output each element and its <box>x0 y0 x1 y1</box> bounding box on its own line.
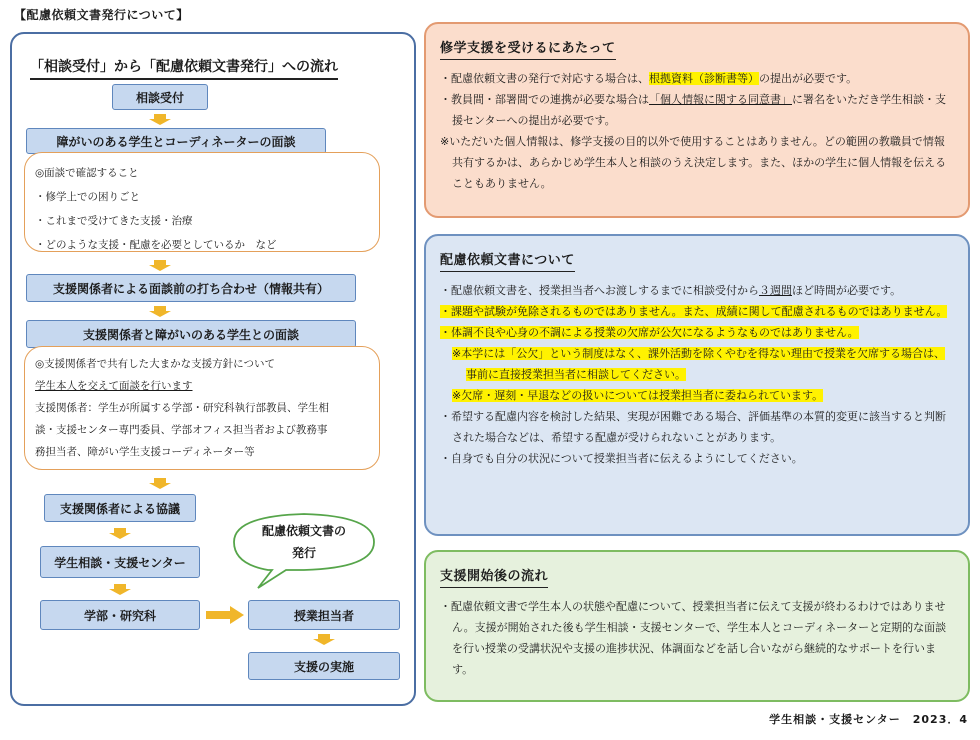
letter-heading: 配慮依頼文書について <box>440 250 575 272</box>
staff-detail-line: 学生本人を交えて面談を行います <box>35 380 193 392</box>
arrow-down-icon <box>149 260 171 270</box>
arrow-down-icon <box>149 306 171 316</box>
speech-line: 発行 <box>291 546 316 560</box>
speech-line: 配慮依頼文書の <box>261 524 346 538</box>
step-discussion: 支援関係者による協議 <box>44 494 196 522</box>
letter-paragraph <box>440 280 954 301</box>
interview-detail-line: ◎面談で確認すること <box>35 167 139 179</box>
arrow-down-icon <box>149 478 171 488</box>
highlight-text: 根拠資料（診断書等） <box>649 72 759 85</box>
speech-bubble <box>228 508 380 582</box>
flow-title: 「相談受付」から「配慮依頼文書発行」への流れ <box>30 56 338 80</box>
highlight-text: ・課題や試験が免除されるものではありません。また、成績に関して配慮されるものではありません。 <box>440 305 948 318</box>
step-instructor: 授業担当者 <box>248 600 400 630</box>
step-pre-meeting: 支援関係者による面談前の打ち合わせ（情報共有） <box>26 274 356 302</box>
highlight-text: ※欠席・遅刻・早退などの扱いについては授業担当者に委ねられています。 <box>452 389 824 402</box>
interview-detail-line: ・これまで受けてきた支援・治療 <box>35 215 193 227</box>
support-note: ※いただいた個人情報は、修学支援の目的以外で使用することはありません。どの範囲の教職員で情報共有するかは、あらかじめ学生本人と相談のうえ決定します。また、ほかの学生に個人情報を伝えることもありません。 <box>440 135 947 190</box>
letter-paragraph <box>440 301 954 322</box>
step-staff-interview: 支援関係者と障がいのある学生との面談 <box>26 320 356 348</box>
page-title: 【配慮依頼文書発行について】 <box>14 8 189 22</box>
support-paragraph <box>440 89 954 131</box>
after-heading: 支援開始後の流れ <box>440 566 548 588</box>
support-text: に署名をいただき学生相談・支援センターへの提出が必要です。 <box>452 93 946 127</box>
letter-paragraph: ・希望する配慮内容を検討した結果、実現が困難である場合、評価基準の本質的変更に該当すると判断された場合などは、希望する配慮が受けられないことがあります。 <box>440 410 946 444</box>
letter-paragraph <box>440 322 954 343</box>
after-panel <box>424 550 970 702</box>
step-coordinator-interview: 障がいのある学生とコーディネーターの面談 <box>26 128 326 154</box>
letter-text: ・配慮依頼文書を、授業担当者へお渡しするまでに相談受付から <box>440 284 759 297</box>
arrow-right-icon <box>206 606 244 624</box>
arrow-down-icon <box>109 528 131 538</box>
letter-note <box>440 343 954 385</box>
staff-detail-line: ◎支援関係者で共有した大まかな支援方針について <box>35 358 275 370</box>
arrow-down-icon <box>313 634 335 644</box>
step-intake: 相談受付 <box>112 84 208 110</box>
after-paragraph: ・配慮依頼文書で学生本人の状態や配慮について、授業担当者に伝えて支援が終わるわけではありません。支援が開始された後も学生相談・支援センターで、学生本人とコーディネーターと定期的な面談を行い授業の受講状況や支援の進捗状況、体調面などを話し合いながら継続的なサポートを行います。 <box>440 600 947 676</box>
letter-text: ほど時間が必要です。 <box>792 284 902 297</box>
letter-note <box>440 385 954 406</box>
arrow-down-icon <box>109 584 131 594</box>
interview-details-box <box>24 152 380 252</box>
staff-detail-line: 務担当者、障がい学生支援コーディネーター等 <box>35 446 255 458</box>
support-text: の提出が必要です。 <box>759 72 858 85</box>
underlined-text: 「個人情報に関する同意書」 <box>649 93 792 106</box>
support-text: ・配慮依頼文書の発行で対応する場合は、 <box>440 72 649 85</box>
step-implementation: 支援の実施 <box>248 652 400 680</box>
support-paragraph <box>440 68 954 89</box>
support-text: ・教員間・部署間での連携が必要な場合は <box>440 93 649 106</box>
interview-detail-line: ・修学上での困りごと <box>35 191 140 203</box>
step-center: 学生相談・支援センター <box>40 546 200 578</box>
staff-details-box <box>24 346 380 470</box>
arrow-down-icon <box>149 114 171 124</box>
letter-panel <box>424 234 970 536</box>
underlined-text: ３週間 <box>759 284 792 297</box>
support-panel <box>424 22 970 218</box>
footer: 学生相談・支援センター 2023．4 <box>769 713 968 726</box>
staff-detail-line: 談・支援センター専門委員、学部オフィス担当者および教務事 <box>35 424 328 436</box>
highlight-text: ※本学には「公欠」という制度はなく、課外活動を除くやむを得ない理由で授業を欠席する場合は、事前に直接授業担当者に相談してください。 <box>452 347 945 381</box>
interview-detail-line: ・どのような支援・配慮を必要としているか など <box>35 239 277 251</box>
staff-detail-line: 支援関係者：学生が所属する学部・研究科執行部教員、学生相 <box>35 402 329 414</box>
letter-paragraph: ・自身でも自分の状況について授業担当者に伝えるようにしてください。 <box>440 452 803 465</box>
highlight-text: ・体調不良や心身の不調による授業の欠席が公欠になるようなものではありません。 <box>440 326 859 339</box>
step-faculty: 学部・研究科 <box>40 600 200 630</box>
support-heading: 修学支援を受けるにあたって <box>440 38 616 60</box>
